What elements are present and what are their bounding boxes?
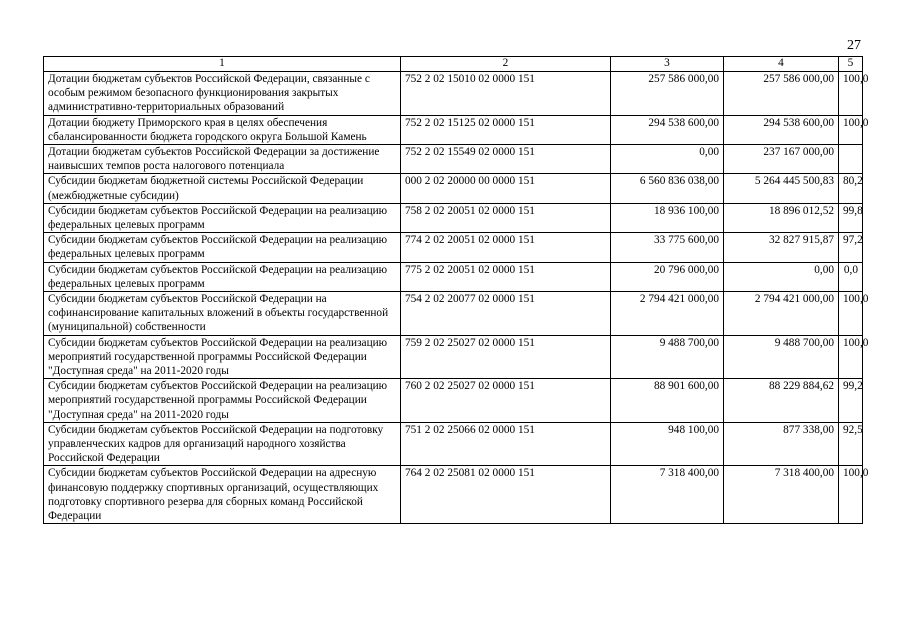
row-percent-cell: 100,0	[839, 72, 863, 116]
row-name-cell: Дотации бюджетам субъектов Российской Федерации за достижение наивысших темпов роста налогового потенциала	[44, 145, 401, 174]
row-name-cell: Субсидии бюджетам субъектов Российской Федерации на реализацию федеральных целевых программ	[44, 233, 401, 262]
row-planned-cell: 33 775 600,00	[611, 233, 724, 262]
row-planned-cell: 7 318 400,00	[611, 466, 724, 524]
row-executed-cell: 88 229 884,62	[724, 379, 839, 423]
column-header: 3	[611, 57, 724, 72]
row-code-cell: 751 2 02 25066 02 0000 151	[401, 422, 611, 466]
row-code-cell: 752 2 02 15010 02 0000 151	[401, 72, 611, 116]
row-percent-cell: 92,5	[839, 422, 863, 466]
row-planned-cell: 257 586 000,00	[611, 72, 724, 116]
row-planned-cell: 6 560 836 038,00	[611, 174, 724, 203]
table-row	[44, 262, 863, 291]
table-row	[44, 379, 863, 423]
row-name-cell: Субсидии бюджетам субъектов Российской Федерации на реализацию мероприятий государственной программы Российской Федерации "Доступная среда" на 2011-2020 годы	[44, 379, 401, 423]
table-body	[44, 72, 869, 524]
row-planned-cell: 88 901 600,00	[611, 379, 724, 423]
row-executed-cell: 7 318 400,00	[724, 466, 839, 524]
row-planned-cell: 9 488 700,00	[611, 335, 724, 379]
column-header: 2	[401, 57, 611, 72]
column-header: 1	[44, 57, 401, 72]
row-planned-cell: 294 538 600,00	[611, 115, 724, 144]
table-row	[44, 422, 863, 466]
column-header: 4	[724, 57, 839, 72]
row-percent-cell: 100,0	[839, 292, 863, 336]
row-executed-cell: 237 167 000,00	[724, 145, 839, 174]
table-row	[44, 115, 863, 144]
row-executed-cell: 257 586 000,00	[724, 72, 839, 116]
row-executed-cell: 0,00	[724, 262, 839, 291]
table-row	[44, 72, 863, 116]
row-percent-cell: 100,0	[839, 115, 863, 144]
row-planned-cell: 948 100,00	[611, 422, 724, 466]
header-row	[44, 57, 863, 72]
column-header: 5	[839, 57, 863, 72]
row-planned-cell: 18 936 100,00	[611, 203, 724, 232]
table-row	[44, 233, 863, 262]
row-code-cell: 758 2 02 20051 02 0000 151	[401, 203, 611, 232]
row-code-cell: 774 2 02 20051 02 0000 151	[401, 233, 611, 262]
row-code-cell: 764 2 02 25081 02 0000 151	[401, 466, 611, 524]
row-percent-cell: 80,2	[839, 174, 863, 203]
table-row	[44, 466, 863, 524]
row-name-cell: Субсидии бюджетам субъектов Российской Федерации на подготовку управленческих кадров для организаций народного хозяйства Российской Федерации	[44, 422, 401, 466]
row-percent-cell: 99,8	[839, 203, 863, 232]
row-name-cell: Дотации бюджетам субъектов Российской Федерации, связанные с особым режимом безопасного функционирования закрытых административно-территориальных образований	[44, 72, 401, 116]
row-percent-cell: 100,0	[839, 466, 863, 524]
row-percent-cell: 100,0	[839, 335, 863, 379]
row-name-cell: Субсидии бюджетам субъектов Российской Федерации на софинансирование капитальных вложений в объекты государственной (муниципальной) собственности	[44, 292, 401, 336]
table-row	[44, 292, 863, 336]
row-executed-cell: 877 338,00	[724, 422, 839, 466]
row-code-cell: 752 2 02 15125 02 0000 151	[401, 115, 611, 144]
row-name-cell: Субсидии бюджетам бюджетной системы Российской Федерации (межбюджетные субсидии)	[44, 174, 401, 203]
row-name-cell: Субсидии бюджетам субъектов Российской Федерации на реализацию федеральных целевых программ	[44, 203, 401, 232]
row-name-cell: Субсидии бюджетам субъектов Российской Федерации на адресную финансовую поддержку спортивных организаций, осуществляющих подготовку спортивного резерва для сборных команд Российской Федерации	[44, 466, 401, 524]
row-planned-cell: 2 794 421 000,00	[611, 292, 724, 336]
table-row	[44, 203, 863, 232]
row-code-cell: 759 2 02 25027 02 0000 151	[401, 335, 611, 379]
row-executed-cell: 9 488 700,00	[724, 335, 839, 379]
table-row	[44, 335, 863, 379]
row-code-cell: 000 2 02 20000 00 0000 151	[401, 174, 611, 203]
row-percent-cell	[839, 145, 863, 174]
table-row	[44, 145, 863, 174]
row-percent-cell: 99,2	[839, 379, 863, 423]
budget-table	[43, 56, 869, 524]
row-name-cell: Субсидии бюджетам субъектов Российской Федерации на реализацию мероприятий государственной программы Российской Федерации "Доступная среда" на 2011-2020 годы	[44, 335, 401, 379]
row-code-cell: 775 2 02 20051 02 0000 151	[401, 262, 611, 291]
row-percent-cell: 97,2	[839, 233, 863, 262]
row-name-cell: Субсидии бюджетам субъектов Российской Федерации на реализацию федеральных целевых программ	[44, 262, 401, 291]
row-planned-cell: 0,00	[611, 145, 724, 174]
row-code-cell: 752 2 02 15549 02 0000 151	[401, 145, 611, 174]
table-row	[44, 174, 863, 203]
row-percent-cell: 0,0	[839, 262, 863, 291]
row-executed-cell: 32 827 915,87	[724, 233, 839, 262]
row-executed-cell: 2 794 421 000,00	[724, 292, 839, 336]
page-number: 27	[847, 38, 861, 53]
row-planned-cell: 20 796 000,00	[611, 262, 724, 291]
row-executed-cell: 294 538 600,00	[724, 115, 839, 144]
row-executed-cell: 18 896 012,52	[724, 203, 839, 232]
row-executed-cell: 5 264 445 500,83	[724, 174, 839, 203]
row-code-cell: 760 2 02 25027 02 0000 151	[401, 379, 611, 423]
row-code-cell: 754 2 02 20077 02 0000 151	[401, 292, 611, 336]
row-name-cell: Дотации бюджету Приморского края в целях обеспечения сбалансированности бюджета городского округа Большой Камень	[44, 115, 401, 144]
